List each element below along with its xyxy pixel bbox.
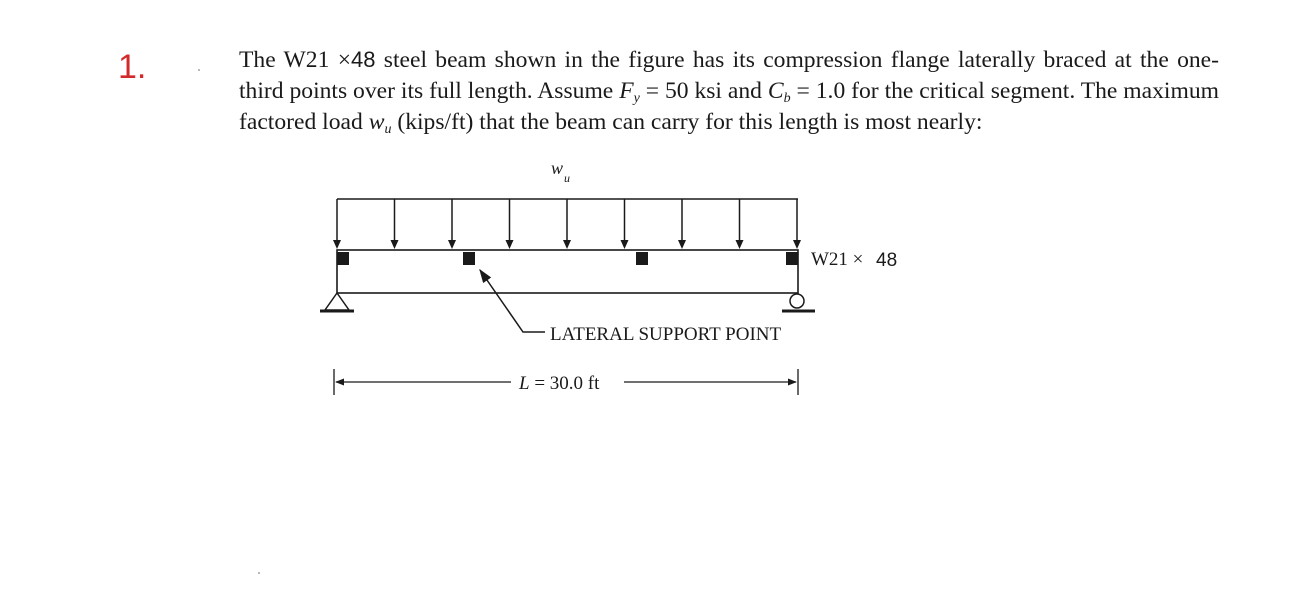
lateral-brace-block xyxy=(786,252,798,265)
load-symbol: w xyxy=(551,158,564,178)
wu-symbol: w xyxy=(368,109,385,135)
fy-value: = 50 ksi and xyxy=(639,78,768,104)
load-arrow-head xyxy=(736,240,744,249)
length-value: = 30.0 ft xyxy=(529,373,600,394)
lateral-brace-block xyxy=(636,252,648,265)
load-subscript: u xyxy=(564,171,570,185)
lateral-brace-block xyxy=(337,252,349,265)
lateral-brace-block xyxy=(463,252,475,265)
load-label xyxy=(551,158,570,185)
section-label xyxy=(811,249,897,271)
span-dimension xyxy=(334,369,798,395)
section-label-number: 48 xyxy=(876,250,898,271)
lateral-support-label: LATERAL SUPPORT POINT xyxy=(550,324,782,345)
load-arrow-head xyxy=(506,240,514,249)
cb-subscript: b xyxy=(783,91,791,106)
length-symbol: L xyxy=(519,373,530,394)
roller-support xyxy=(782,294,815,311)
section-depth-number: 48 xyxy=(351,47,376,72)
load-arrow-head xyxy=(678,240,686,249)
load-arrows xyxy=(333,199,801,249)
stray-mark xyxy=(258,572,260,574)
load-arrow-head xyxy=(333,240,341,249)
load-arrow-head xyxy=(448,240,456,249)
fy-symbol: F xyxy=(619,78,634,104)
cb-value: = 1.0 for the critical segment. The maximum factored load xyxy=(239,78,1219,135)
load-arrow-head xyxy=(563,240,571,249)
fy-subscript: y xyxy=(633,91,640,106)
times-sign: × xyxy=(337,47,351,73)
load-arrow-head xyxy=(621,240,629,249)
span-length-label xyxy=(518,373,600,394)
lateral-support-leader xyxy=(480,270,782,345)
beam xyxy=(337,250,798,293)
section-label-prefix: W21 × xyxy=(811,249,864,270)
stem-text-2: steel beam shown in the figure has its compression flange laterally braced at the one-third points over its full length. Assume xyxy=(239,47,1220,104)
stray-mark xyxy=(198,69,200,71)
question-number: 1. xyxy=(118,48,147,86)
pin-support xyxy=(320,293,354,311)
load-arrow-head xyxy=(793,240,801,249)
stem-text-1: The W21 xyxy=(239,47,338,73)
wu-subscript: u xyxy=(384,122,392,137)
load-arrow-head xyxy=(391,240,399,249)
cb-symbol: C xyxy=(767,78,784,104)
stem-text-3: (kips/ft) that the beam can carry for this length is most nearly: xyxy=(391,109,983,135)
